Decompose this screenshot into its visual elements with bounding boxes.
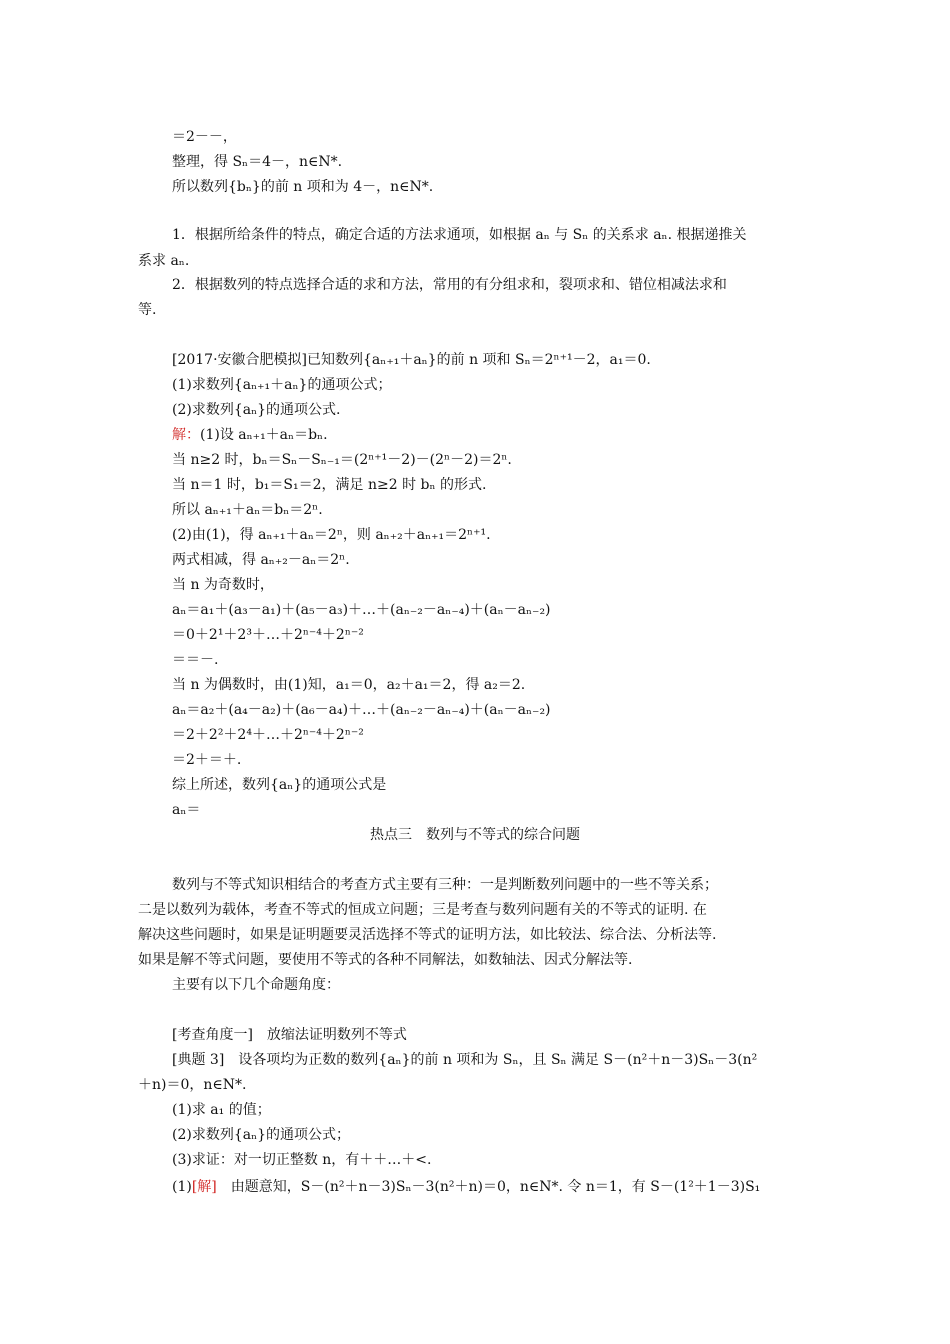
text-line: ＋n)＝0，n∈N*. [138, 1077, 247, 1093]
text-line: 主要有以下几个命题角度： [172, 977, 340, 993]
text-line: ＝＝－. [172, 652, 219, 668]
text-line: ＝2＋＝＋. [172, 752, 242, 768]
solution-label: 解： [172, 427, 200, 443]
text-line: 数列与不等式知识相结合的考查方式主要有三种：一是判断数列问题中的一些不等关系； [172, 877, 718, 893]
text-line: 当 n≥2 时，bₙ＝Sₙ－Sₙ₋₁＝(2ⁿ⁺¹－2)－(2ⁿ－2)＝2ⁿ. [172, 452, 512, 468]
text-segment: 由题意知，S－(n²＋n－3)Sₙ－3(n²＋n)＝0，n∈N*. 令 n＝1，有 S－(1²＋1－3)S₁ [230, 1179, 761, 1195]
solution-label: [解] [191, 1179, 217, 1195]
text-line: 如果是解不等式问题，要使用不等式的各种不同解法，如数轴法、因式分解法等. [138, 952, 633, 968]
text-line [172, 425, 328, 445]
text-line: (2)求数列{aₙ}的通项公式. [172, 402, 341, 418]
section-title: 热点三 数列与不等式的综合问题 [370, 827, 580, 843]
text-line: 系求 aₙ. [138, 253, 190, 269]
text-line: ＝0＋2¹＋2³＋…＋2ⁿ⁻⁴＋2ⁿ⁻² [172, 627, 364, 643]
text-segment: (1) [172, 1179, 192, 1195]
text-line: (1)求 a₁ 的值； [172, 1102, 271, 1118]
text-line: (3)求证：对一切正整数 n，有＋＋…＋<. [172, 1152, 432, 1168]
text-line: 2．根据数列的特点选择合适的求和方法，常用的有分组求和，裂项求和、错位相减法求和 [172, 277, 727, 293]
text-line: 整理，得 Sₙ＝4－，n∈N*. [172, 154, 343, 170]
text-line: 所以 aₙ₊₁＋aₙ＝bₙ＝2ⁿ. [172, 502, 323, 518]
text-segment: (1)设 aₙ₊₁＋aₙ＝bₙ. [200, 427, 328, 443]
text-line: (2)求数列{aₙ}的通项公式； [172, 1127, 351, 1143]
text-line: 等. [138, 302, 157, 318]
text-line: aₙ＝a₁＋(a₃－a₁)＋(a₅－a₃)＋…＋(aₙ₋₂－aₙ₋₄)＋(aₙ－aₙ₋₂) [172, 602, 551, 618]
text-line: 当 n 为奇数时， [172, 577, 274, 593]
text-line: 两式相减，得 aₙ₊₂－aₙ＝2ⁿ. [172, 552, 350, 568]
text-line: 当 n＝1 时，b₁＝S₁＝2，满足 n≥2 时 bₙ 的形式. [172, 477, 487, 493]
text-line: [考查角度一] 放缩法证明数列不等式 [172, 1027, 407, 1043]
text-line: [典题 3] 设各项均为正数的数列{aₙ}的前 n 项和为 Sₙ，且 Sₙ 满足 S－(n²＋n－3)Sₙ－3(n² [172, 1052, 758, 1068]
text-line: 综上所述，数列{aₙ}的通项公式是 [172, 777, 387, 793]
text-line: ＝2＋2²＋2⁴＋…＋2ⁿ⁻⁴＋2ⁿ⁻² [172, 727, 364, 743]
text-line: 当 n 为偶数时，由(1)知，a₁＝0，a₂＋a₁＝2，得 a₂＝2. [172, 677, 526, 693]
text-line: (1)求数列{aₙ₊₁＋aₙ}的通项公式； [172, 377, 392, 393]
text-line: 1．根据所给条件的特点，确定合适的方法求通项，如根据 aₙ 与 Sₙ 的关系求 aₙ. 根据递推关 [172, 227, 747, 243]
text-line: (2)由(1)，得 aₙ₊₁＋aₙ＝2ⁿ，则 aₙ₊₂＋aₙ₊₁＝2ⁿ⁺¹. [172, 527, 491, 543]
text-line: 二是以数列为载体，考查不等式的恒成立问题；三是考查与数列问题有关的不等式的证明. 在 [138, 902, 707, 918]
text-line: 解决这些问题时，如果是证明题要灵活选择不等式的证明方法，如比较法、综合法、分析法等. [138, 927, 717, 943]
text-line: aₙ＝ [172, 802, 201, 818]
text-line: ＝2－－， [172, 129, 237, 145]
text-line: aₙ＝a₂＋(a₄－a₂)＋(a₆－a₄)＋…＋(aₙ₋₂－aₙ₋₄)＋(aₙ－aₙ₋₂) [172, 702, 551, 718]
text-line [172, 1177, 760, 1197]
text-line: [2017·安徽合肥模拟]已知数列{aₙ₊₁＋aₙ}的前 n 项和 Sₙ＝2ⁿ⁺¹－2，a₁＝0. [172, 352, 651, 368]
text-line: 所以数列{bₙ}的前 n 项和为 4－，n∈N*. [172, 179, 434, 195]
